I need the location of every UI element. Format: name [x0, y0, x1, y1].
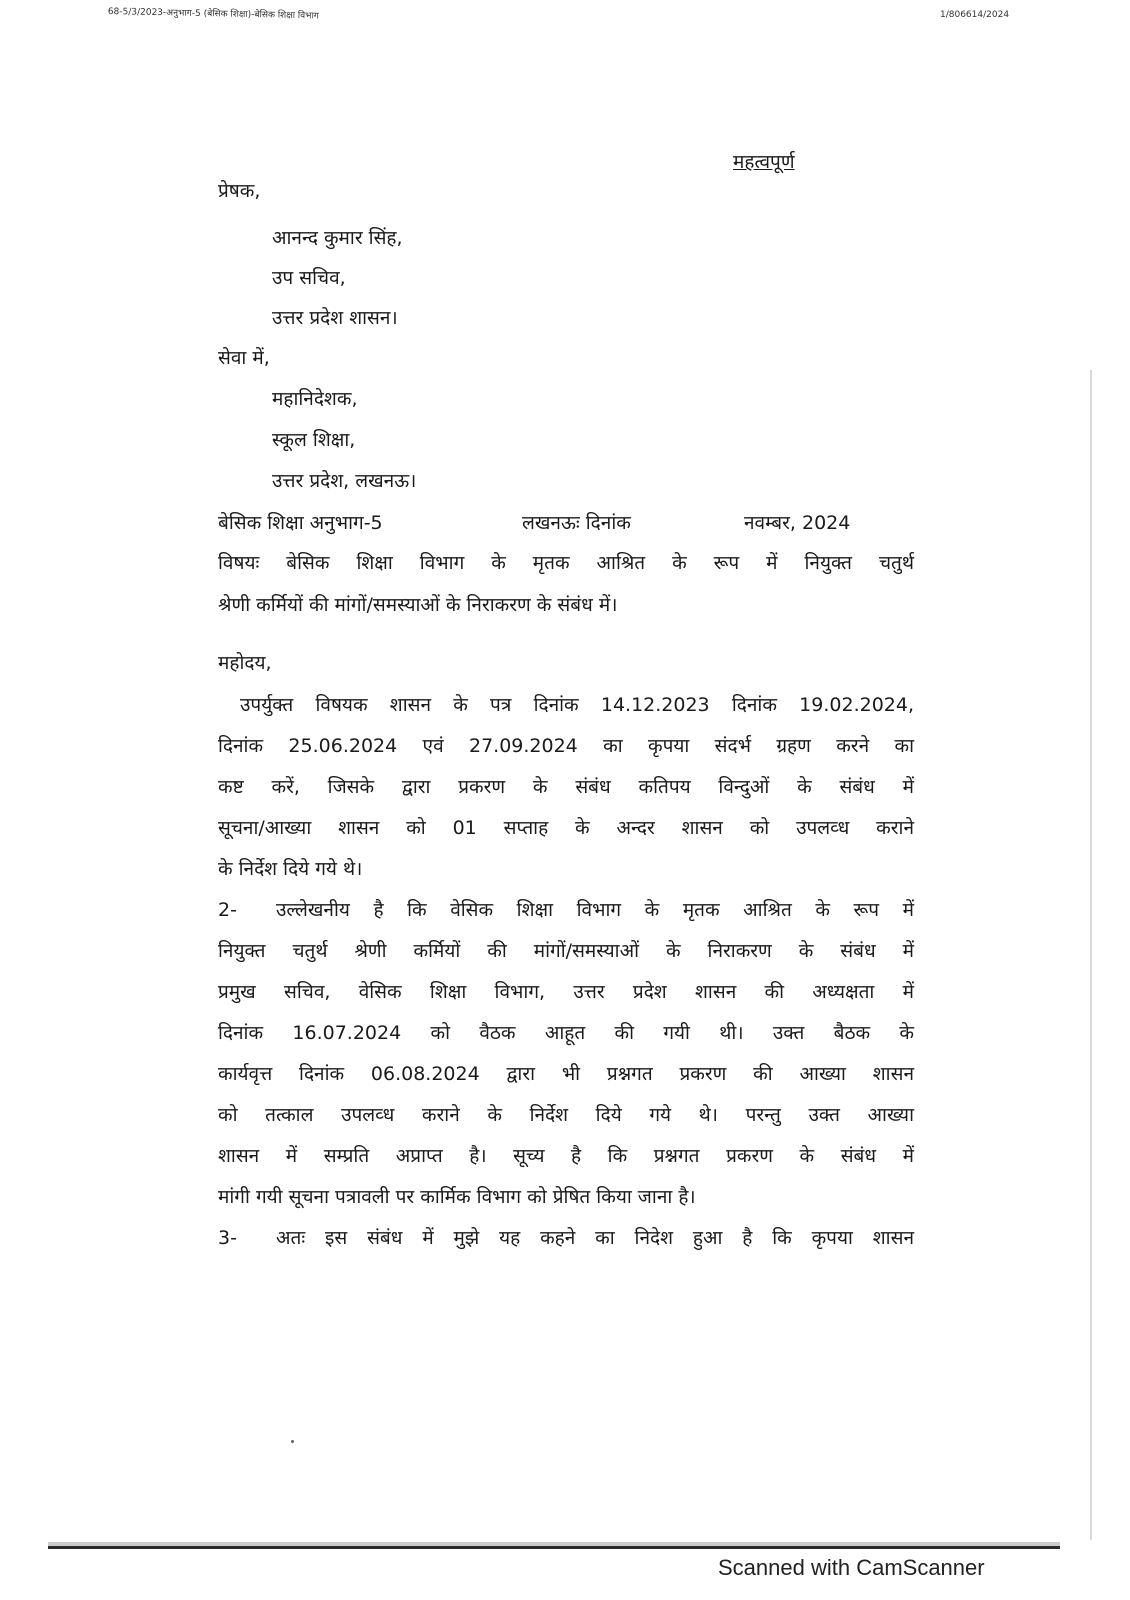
place-date-label: लखनऊः दिनांक	[522, 512, 631, 534]
para2-line-6: को तत्काल उपलव्ध कराने के निर्देश दिये गये थे। परन्तु उक्त आख्या	[218, 1104, 914, 1126]
para3-number: 3-	[218, 1227, 237, 1249]
subject-line-1: विषयः बेसिक शिक्षा विभाग के मृतक आश्रित के रूप में नियुक्त चतुर्थ	[218, 552, 914, 574]
para2-line-4: दिनांक 16.07.2024 को वैठक आहूत की गयी थी। उक्त बैठक के	[218, 1022, 914, 1044]
sender-designation: उप सचिव,	[272, 267, 346, 289]
section-name: बेसिक शिक्षा अनुभाग-5	[218, 512, 383, 534]
para2-line-1: उल्लेखनीय है कि वेसिक शिक्षा विभाग के मृतक आश्रित के रूप में	[276, 899, 914, 921]
recipient-location: उत्तर प्रदेश, लखनऊ।	[272, 470, 417, 492]
page-edge-bottom	[48, 1546, 1060, 1549]
para2-line-7: शासन में सम्प्रति अप्राप्त है। सूच्य है कि प्रश्नगत प्रकरण के संबंध में	[218, 1145, 914, 1167]
scan-speck	[291, 1440, 294, 1443]
recipient-designation: महानिदेशक,	[272, 388, 358, 410]
para2-line-3: प्रमुख सचिव, वेसिक शिक्षा विभाग, उत्तर प्रदेश शासन की अध्यक्षता में	[218, 981, 914, 1003]
para2-number: 2-	[218, 899, 237, 921]
salutation: महोदय,	[218, 652, 272, 674]
recipient-label: सेवा में,	[218, 347, 270, 369]
para2-line-8: मांगी गयी सूचना पत्रावली पर कार्मिक विभाग को प्रेषित किया जाना है।	[218, 1186, 696, 1208]
para2-line-5: कार्यवृत्त दिनांक 06.08.2024 द्वारा भी प्रश्नगत प्रकरण की आख्या शासन	[218, 1063, 914, 1085]
sender-label: प्रेषक,	[218, 180, 261, 202]
para1-line-1: उपर्युक्त विषयक शासन के पत्र दिनांक 14.12.2023 दिनांक 19.02.2024,	[240, 694, 914, 716]
receipt-number: 1/806614/2024	[940, 10, 1010, 20]
file-reference: 68-5/3/2023-अनुभाग-5 (बेसिक शिक्षा)-बेसिक शिक्षा विभाग	[107, 6, 320, 22]
para1-line-3: कष्ट करें, जिसके द्वारा प्रकरण के संबंध कतिपय विन्दुओं के संबंध में	[218, 776, 914, 798]
para1-line-2: दिनांक 25.06.2024 एवं 27.09.2024 का कृपया संदर्भ ग्रहण करने का	[218, 735, 914, 757]
para3-line-1: अतः इस संबंध में मुझे यह कहने का निदेश हुआ है कि कृपया शासन	[276, 1227, 914, 1249]
importance-mark: महत्वपूर्ण	[733, 151, 795, 173]
recipient-department: स्कूल शिक्षा,	[272, 429, 356, 451]
month-year: नवम्बर, 2024	[744, 512, 851, 534]
sender-name: आनन्द कुमार सिंह,	[272, 227, 403, 249]
sender-office: उत्तर प्रदेश शासन।	[272, 307, 398, 329]
page-edge-right	[1090, 370, 1092, 1540]
camscanner-watermark: Scanned with CamScanner	[718, 1555, 985, 1580]
para1-line-5: के निर्देश दिये गये थे।	[218, 858, 363, 880]
para1-line-4: सूचना/आख्या शासन को 01 सप्ताह के अन्दर शासन को उपलव्ध कराने	[218, 817, 914, 839]
subject-line-2: श्रेणी कर्मियों की मांगों/समस्याओं के निराकरण के संबंध में।	[218, 594, 618, 616]
para2-line-2: नियुक्त चतुर्थ श्रेणी कर्मियों की मांगों/समस्याओं के निराकरण के संबंध में	[218, 940, 914, 962]
